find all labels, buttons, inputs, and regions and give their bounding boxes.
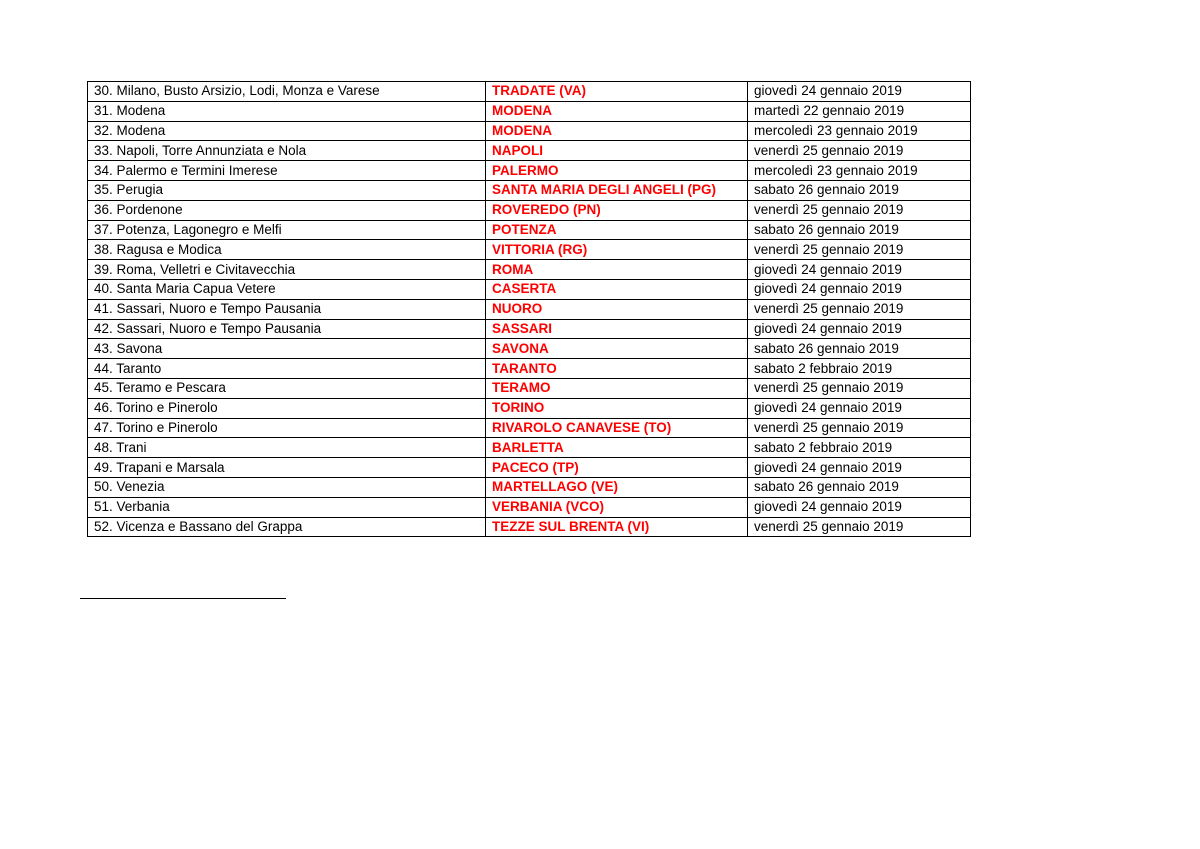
table-row xyxy=(88,121,971,141)
district-cell: 32. Modena xyxy=(88,121,486,141)
date-cell: giovedì 24 gennaio 2019 xyxy=(748,497,971,517)
table-row xyxy=(88,359,971,379)
district-cell: 45. Teramo e Pescara xyxy=(88,378,486,398)
district-cell: 36. Pordenone xyxy=(88,200,486,220)
table-row xyxy=(88,82,971,102)
date-cell: martedì 22 gennaio 2019 xyxy=(748,101,971,121)
table-row xyxy=(88,477,971,497)
date-cell: sabato 26 gennaio 2019 xyxy=(748,220,971,240)
date-cell: venerdì 25 gennaio 2019 xyxy=(748,240,971,260)
date-cell: mercoledì 23 gennaio 2019 xyxy=(748,161,971,181)
date-cell: sabato 26 gennaio 2019 xyxy=(748,339,971,359)
venue-city-cell: TERAMO xyxy=(486,378,748,398)
table-row xyxy=(88,339,971,359)
venue-city-cell: TRADATE (VA) xyxy=(486,82,748,102)
date-cell: venerdì 25 gennaio 2019 xyxy=(748,141,971,161)
venue-city-cell: MARTELLAGO (VE) xyxy=(486,477,748,497)
date-cell: venerdì 25 gennaio 2019 xyxy=(748,418,971,438)
venue-city-cell: VITTORIA (RG) xyxy=(486,240,748,260)
table-row xyxy=(88,141,971,161)
table-row xyxy=(88,299,971,319)
venue-city-cell: PACECO (TP) xyxy=(486,458,748,478)
district-cell: 34. Palermo e Termini Imerese xyxy=(88,161,486,181)
district-cell: 31. Modena xyxy=(88,101,486,121)
table-row xyxy=(88,260,971,280)
table-row xyxy=(88,319,971,339)
venue-city-cell: NAPOLI xyxy=(486,141,748,161)
table-row xyxy=(88,180,971,200)
schedule-table xyxy=(87,81,971,537)
venue-city-cell: NUORO xyxy=(486,299,748,319)
date-cell: giovedì 24 gennaio 2019 xyxy=(748,319,971,339)
footnote-separator xyxy=(80,598,286,599)
district-cell: 44. Taranto xyxy=(88,359,486,379)
table-row xyxy=(88,161,971,181)
district-cell: 49. Trapani e Marsala xyxy=(88,458,486,478)
table-row xyxy=(88,240,971,260)
venue-city-cell: POTENZA xyxy=(486,220,748,240)
table-row xyxy=(88,497,971,517)
date-cell: giovedì 24 gennaio 2019 xyxy=(748,82,971,102)
district-cell: 51. Verbania xyxy=(88,497,486,517)
venue-city-cell: VERBANIA (VCO) xyxy=(486,497,748,517)
date-cell: sabato 2 febbraio 2019 xyxy=(748,438,971,458)
district-cell: 48. Trani xyxy=(88,438,486,458)
venue-city-cell: ROMA xyxy=(486,260,748,280)
table-row xyxy=(88,438,971,458)
date-cell: venerdì 25 gennaio 2019 xyxy=(748,299,971,319)
venue-city-cell: TARANTO xyxy=(486,359,748,379)
date-cell: mercoledì 23 gennaio 2019 xyxy=(748,121,971,141)
venue-city-cell: CASERTA xyxy=(486,279,748,299)
venue-city-cell: TEZZE SUL BRENTA (VI) xyxy=(486,517,748,537)
district-cell: 38. Ragusa e Modica xyxy=(88,240,486,260)
table-row xyxy=(88,418,971,438)
district-cell: 37. Potenza, Lagonegro e Melfi xyxy=(88,220,486,240)
district-cell: 40. Santa Maria Capua Vetere xyxy=(88,279,486,299)
district-cell: 41. Sassari, Nuoro e Tempo Pausania xyxy=(88,299,486,319)
date-cell: giovedì 24 gennaio 2019 xyxy=(748,458,971,478)
district-cell: 46. Torino e Pinerolo xyxy=(88,398,486,418)
schedule-table-body xyxy=(88,82,971,537)
district-cell: 42. Sassari, Nuoro e Tempo Pausania xyxy=(88,319,486,339)
venue-city-cell: BARLETTA xyxy=(486,438,748,458)
district-cell: 50. Venezia xyxy=(88,477,486,497)
date-cell: sabato 26 gennaio 2019 xyxy=(748,477,971,497)
table-row xyxy=(88,458,971,478)
venue-city-cell: RIVAROLO CANAVESE (TO) xyxy=(486,418,748,438)
district-cell: 35. Perugia xyxy=(88,180,486,200)
date-cell: giovedì 24 gennaio 2019 xyxy=(748,260,971,280)
date-cell: sabato 2 febbraio 2019 xyxy=(748,359,971,379)
table-row xyxy=(88,200,971,220)
table-row xyxy=(88,101,971,121)
district-cell: 43. Savona xyxy=(88,339,486,359)
date-cell: giovedì 24 gennaio 2019 xyxy=(748,398,971,418)
venue-city-cell: SASSARI xyxy=(486,319,748,339)
venue-city-cell: ROVEREDO (PN) xyxy=(486,200,748,220)
district-cell: 52. Vicenza e Bassano del Grappa xyxy=(88,517,486,537)
table-row xyxy=(88,220,971,240)
table-row xyxy=(88,279,971,299)
venue-city-cell: PALERMO xyxy=(486,161,748,181)
date-cell: venerdì 25 gennaio 2019 xyxy=(748,200,971,220)
venue-city-cell: MODENA xyxy=(486,101,748,121)
district-cell: 47. Torino e Pinerolo xyxy=(88,418,486,438)
date-cell: sabato 26 gennaio 2019 xyxy=(748,180,971,200)
date-cell: giovedì 24 gennaio 2019 xyxy=(748,279,971,299)
venue-city-cell: SAVONA xyxy=(486,339,748,359)
date-cell: venerdì 25 gennaio 2019 xyxy=(748,517,971,537)
table-row xyxy=(88,378,971,398)
table-row xyxy=(88,398,971,418)
venue-city-cell: TORINO xyxy=(486,398,748,418)
date-cell: venerdì 25 gennaio 2019 xyxy=(748,378,971,398)
district-cell: 39. Roma, Velletri e Civitavecchia xyxy=(88,260,486,280)
venue-city-cell: SANTA MARIA DEGLI ANGELI (PG) xyxy=(486,180,748,200)
district-cell: 33. Napoli, Torre Annunziata e Nola xyxy=(88,141,486,161)
venue-city-cell: MODENA xyxy=(486,121,748,141)
table-row xyxy=(88,517,971,537)
district-cell: 30. Milano, Busto Arsizio, Lodi, Monza e Varese xyxy=(88,82,486,102)
